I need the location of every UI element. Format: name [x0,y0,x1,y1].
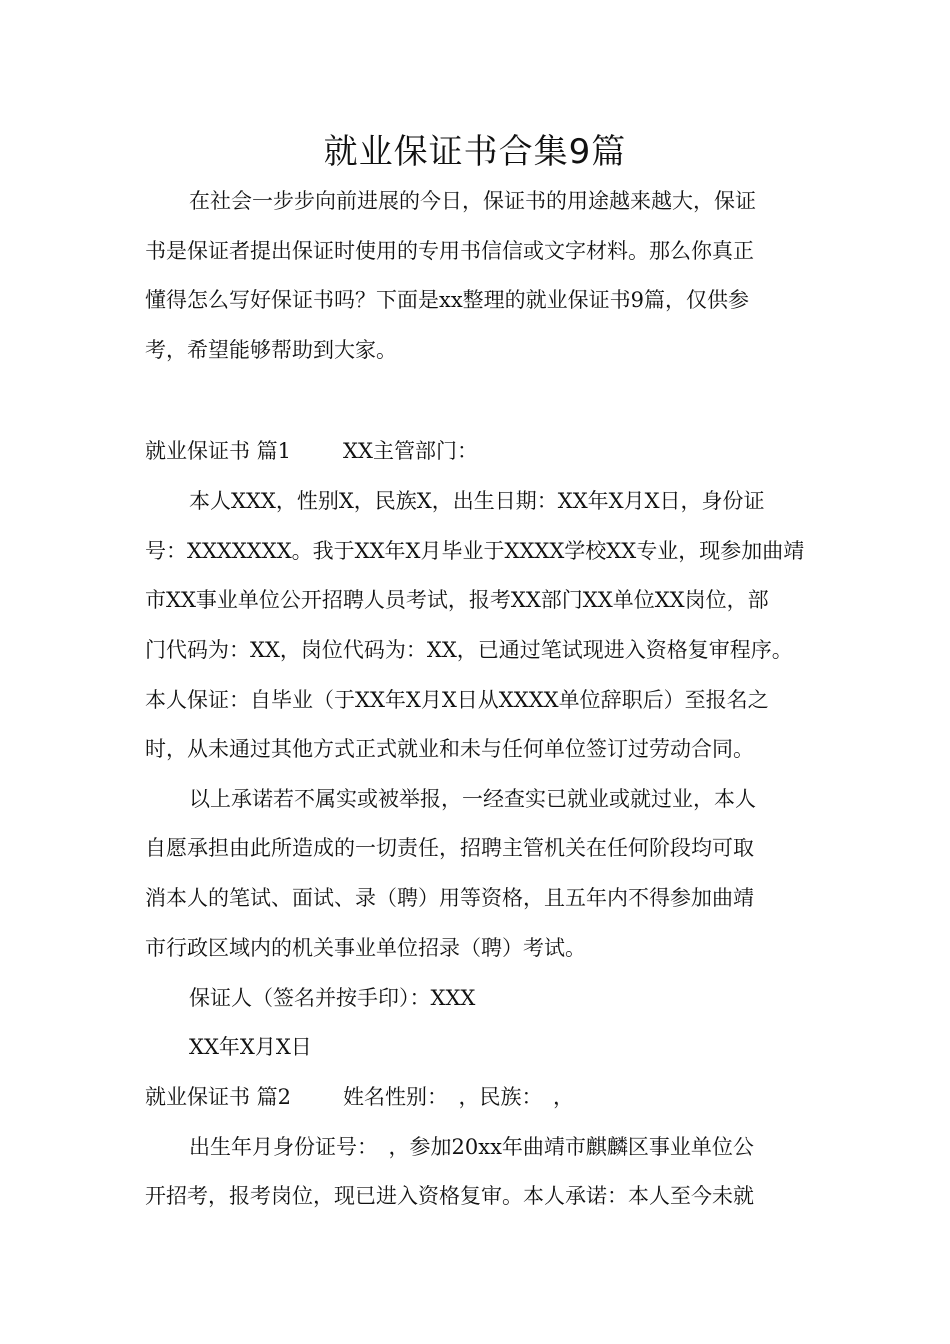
body-line: 以上承诺若不属实或被举报，一经查实已就业或就过业，本人 [189,787,756,811]
body-line: 市XX事业单位公开招聘人员考试，报考XX部门XX单位XX岗位，部 [145,588,769,612]
intro-line-4: 考，希望能够帮助到大家。 [145,338,397,362]
body-line: 时，从未通过其他方式正式就业和未与任何单位签订过劳动合同。 [145,737,754,761]
body-line: 消本人的笔试、面试、录（聘）用等资格，且五年内不得参加曲靖 [145,886,754,910]
section-heading-2 [145,1082,574,1112]
section-heading-label: 就业保证书 篇1 [145,439,292,463]
body-line: 号：XXXXXXX。我于XX年X月毕业于XXXX学校XX专业，现参加曲靖 [145,539,805,563]
intro-line-2: 书是保证者提出保证时使用的专用书信信或文字材料。那么你真正 [145,239,754,263]
date-line: XX年X月X日 [189,1035,312,1059]
page-title: 就业保证书合集9篇 [323,132,627,172]
intro-line-1: 在社会一步步向前进展的今日，保证书的用途越来越大，保证 [189,189,756,213]
signature-line: 保证人（签名并按手印）：XXX [189,986,476,1010]
body-line: 本人XXX，性别X，民族X，出生日期：XX年X月X日，身份证 [189,489,765,513]
body-line: 出生年月身份证号： ，参加20xx年曲靖市麒麟区事业单位公 [189,1135,754,1159]
body-line: 自愿承担由此所造成的一切责任，招聘主管机关在任何阶段均可取 [145,836,754,860]
body-line: 市行政区域内的机关事业单位招录（聘）考试。 [145,936,586,960]
recipient-label: XX主管部门： [343,439,478,463]
body-line: 开招考，报考岗位，现已进入资格复审。本人承诺：本人至今未就 [145,1184,754,1208]
body-line: 本人保证：自毕业（于XX年X月X日从XXXX单位辞职后）至报名之 [145,688,769,712]
section-heading-1 [145,436,478,466]
name-gender-label: 姓名性别： ，民族： ， [343,1085,575,1109]
body-line: 门代码为：XX，岗位代码为：XX，已通过笔试现进入资格复审程序。 [145,638,793,662]
intro-line-3: 懂得怎么写好保证书吗？下面是xx整理的就业保证书9篇，仅供参 [145,288,750,312]
section-heading-label: 就业保证书 篇2 [145,1085,292,1109]
